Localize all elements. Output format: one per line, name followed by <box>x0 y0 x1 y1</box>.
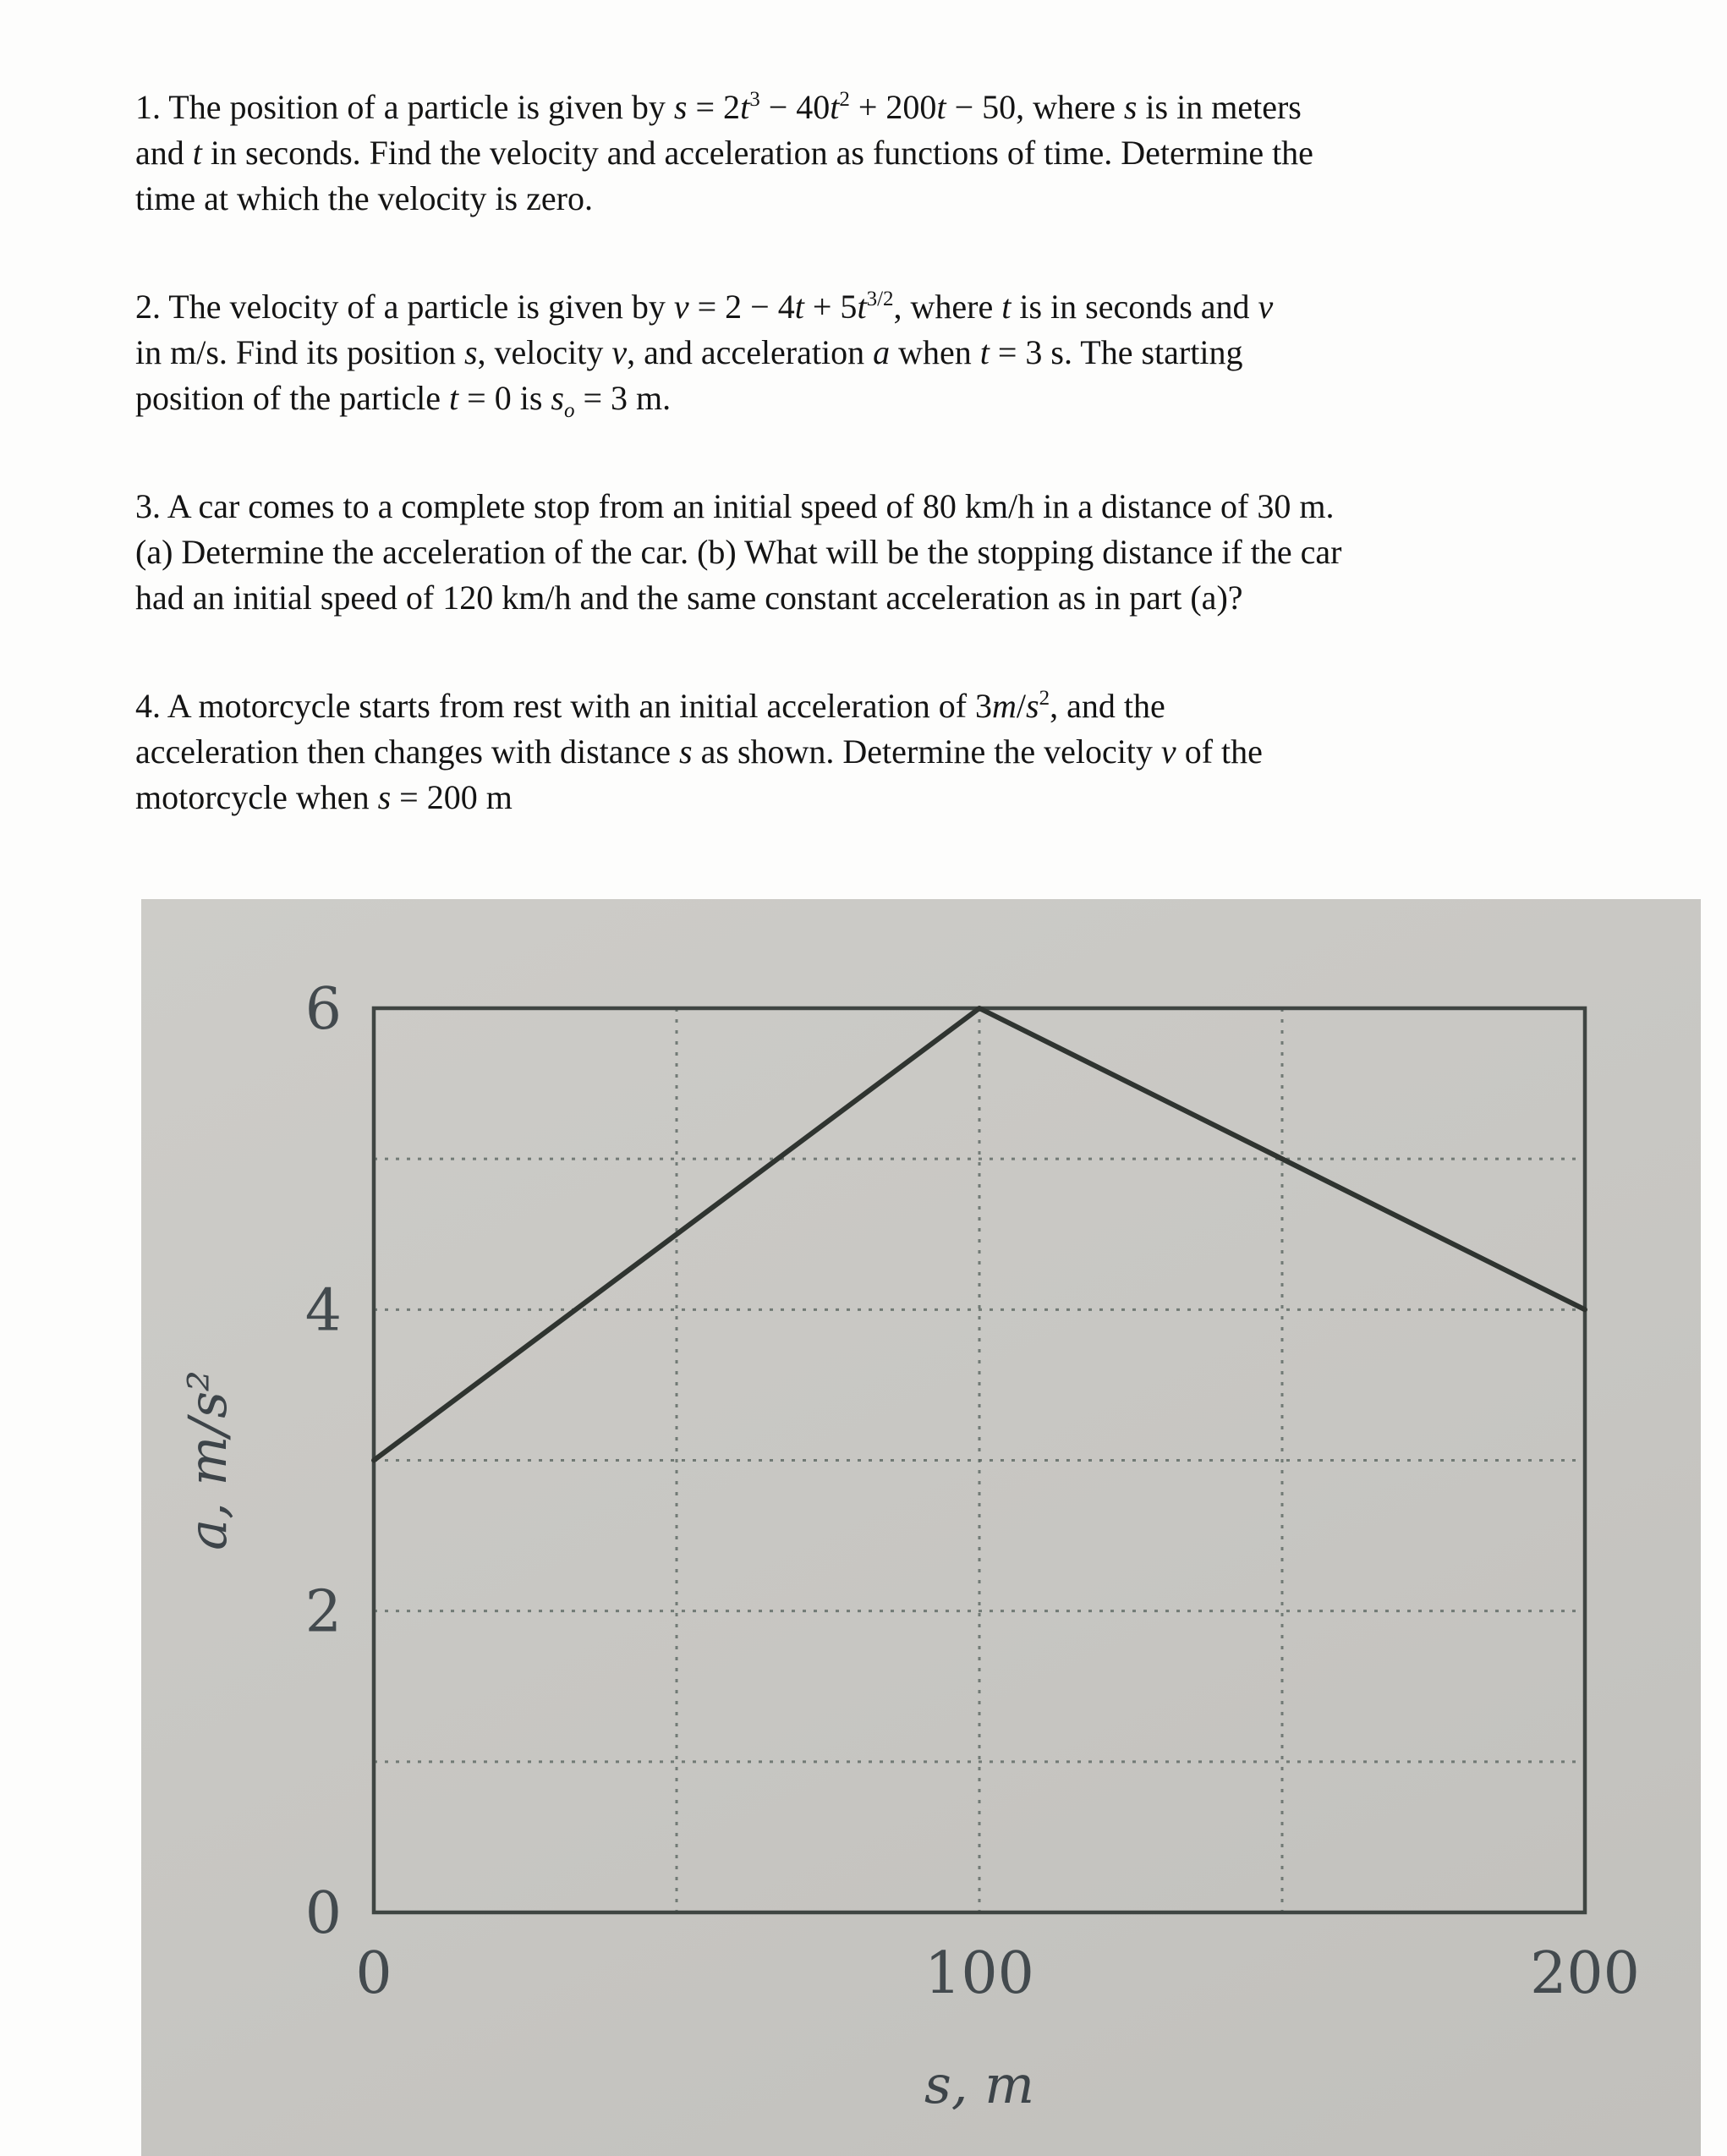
y-tick-label-2: 2 <box>304 1578 342 1646</box>
problem-list <box>135 85 1688 883</box>
y-axis-label: a, m/s² <box>177 1370 238 1550</box>
x-tick-label-100: 100 <box>924 1940 1034 2007</box>
x-axis-label: s, m <box>924 2054 1035 2115</box>
x-tick-label-0: 0 <box>355 1940 392 2007</box>
problem-3: 3. A car comes to a complete stop from an initial speed of 80 km/h in a distance of 30 m. (a) Determine the acceleration of the car. (b) What will be the stopping distance if the car had an initial speed of 120 km/h and the same constant acceleration as in part (a)? <box>135 487 1342 617</box>
y-tick-label-6: 6 <box>304 976 342 1043</box>
y-tick-label-0: 0 <box>304 1880 342 1947</box>
problem-2: 2. The velocity of a particle is given by $v = 2 - 4t + 5t^{3/2}$, where t is in seconds and v in m/s. Find its position s, velocity v, and acceleration a when t = 3 s. The starting position of the particle t = 0 is $s_o = 3$ m. <box>135 288 1274 422</box>
problem-4: 4. A motorcycle starts from rest with an initial acceleration of $3m/s^2$, and the acceleration then changes with distance s as shown. Determine the velocity v of the motorcycle when s = 200 m <box>135 687 1263 816</box>
y-tick-label-4: 4 <box>304 1277 342 1345</box>
acceleration-chart <box>141 899 1701 2156</box>
problem-1: 1. The position of a particle is given by $s = 2t^3 - 40t^2 + 200t - 50$, where s is in meters and t in seconds. Find the velocity and acceleration as functions of time. Determine the time at which the velocity is zero. <box>135 88 1313 217</box>
acceleration-distance-figure <box>141 899 1701 2156</box>
x-tick-label-200: 200 <box>1530 1940 1640 2007</box>
